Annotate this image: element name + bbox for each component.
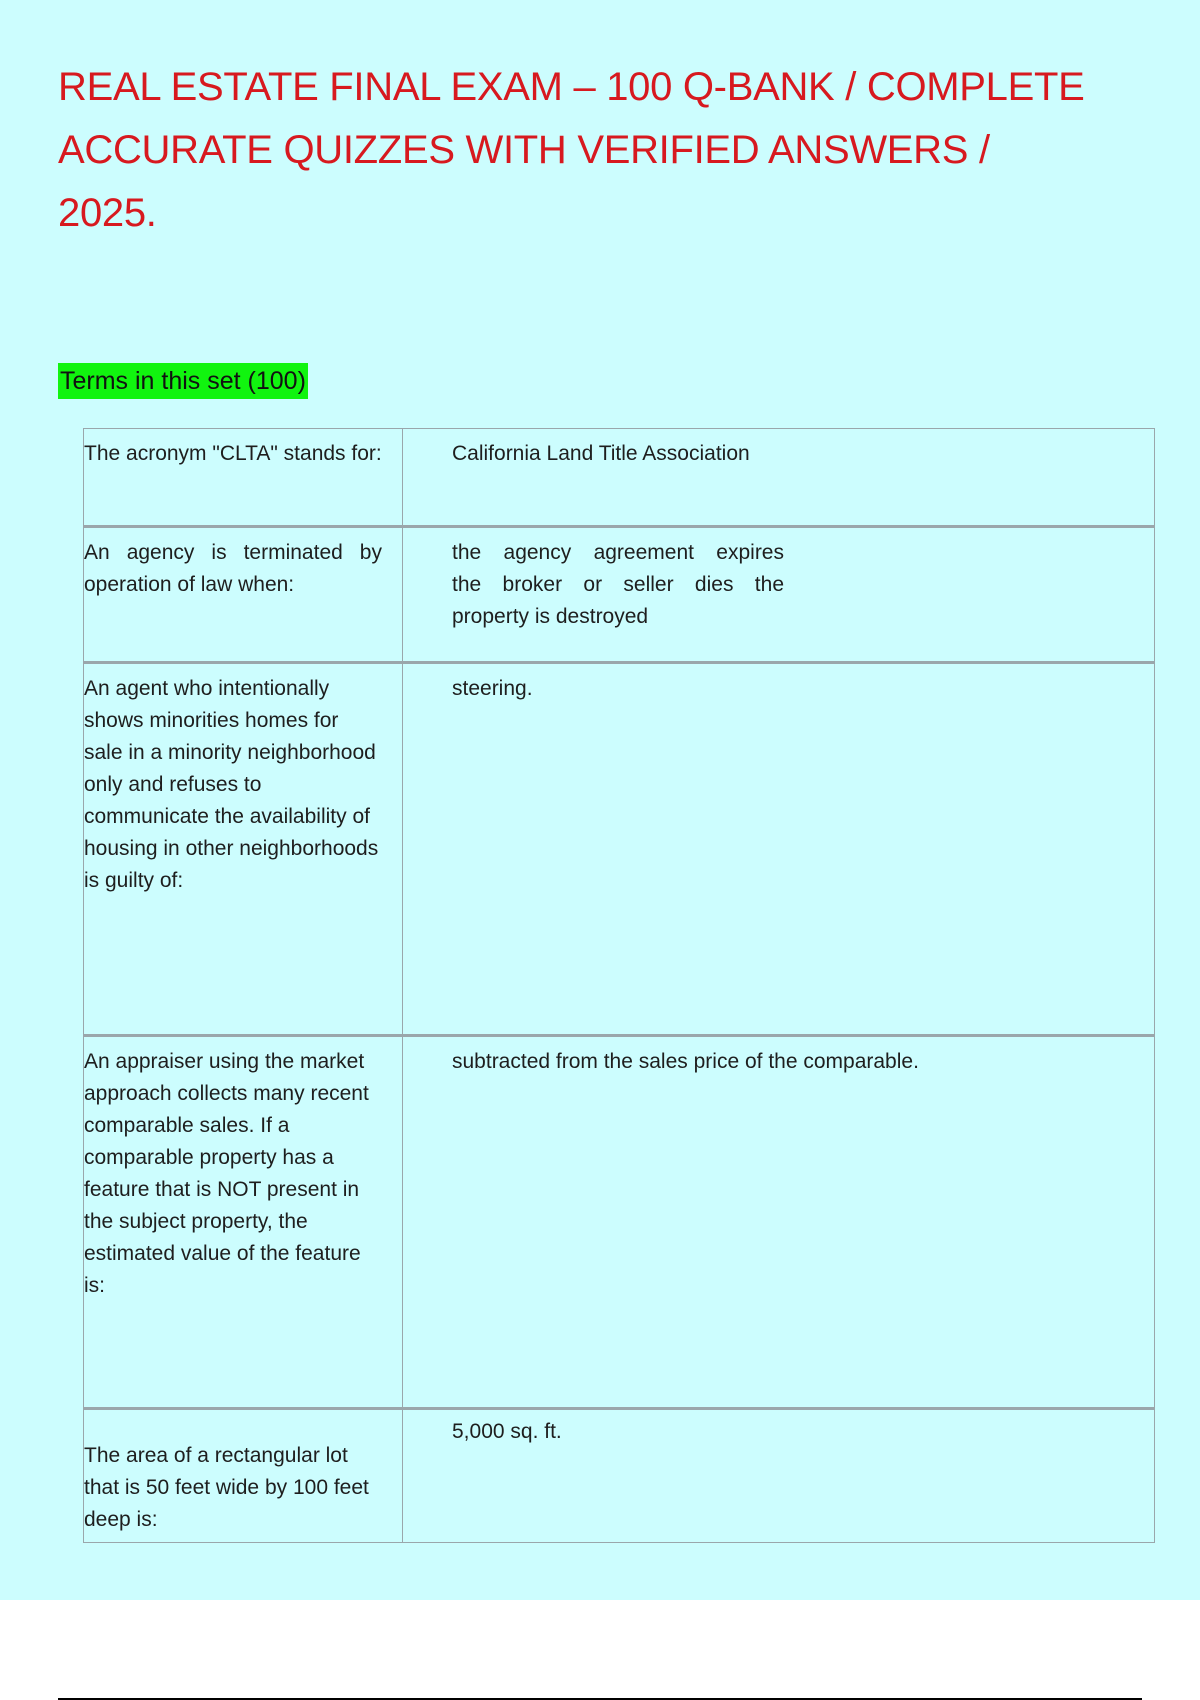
answer-cell: subtracted from the sales price of the comparable.: [403, 1036, 1155, 1409]
question-cell: The area of a rectangular lot that is 50 feet wide by 100 feet deep is:: [84, 1409, 403, 1543]
answer-line: the broker or seller dies the: [452, 573, 784, 596]
qa-row: [84, 527, 1155, 663]
qa-row: [84, 1036, 1155, 1409]
question-cell: An agency is terminated by operation of law when:: [84, 527, 403, 663]
qa-row: [84, 663, 1155, 1036]
answer-cell: California Land Title Association: [403, 429, 1155, 527]
question-cell: An agent who intentionally shows minorities homes for sale in a minority neighborhood only and refuses to communicate the availability of housing in other neighborhoods is guilty of:: [84, 663, 403, 1036]
answer-line: property is destroyed: [452, 605, 649, 628]
answer-cell: 5,000 sq. ft.: [403, 1409, 1155, 1543]
qa-table: [83, 428, 1155, 1543]
answer-cell: steering.: [403, 663, 1155, 1036]
answer-line: the agency agreement expires: [452, 541, 784, 564]
question-cell: An appraiser using the market approach collects many recent comparable sales. If a comparable property has a feature that is NOT present in the subject property, the estimated value of the feature is:: [84, 1036, 403, 1409]
terms-heading: Terms in this set (100): [58, 363, 308, 399]
qa-row: [84, 429, 1155, 527]
qa-row: [84, 1409, 1155, 1543]
answer-cell: [403, 527, 1155, 663]
document-title: REAL ESTATE FINAL EXAM – 100 Q-BANK / COMPLETE ACCURATE QUIZZES WITH VERIFIED ANSWERS / 2025.: [58, 65, 1085, 235]
question-cell: The acronym "CLTA" stands for:: [84, 429, 403, 527]
